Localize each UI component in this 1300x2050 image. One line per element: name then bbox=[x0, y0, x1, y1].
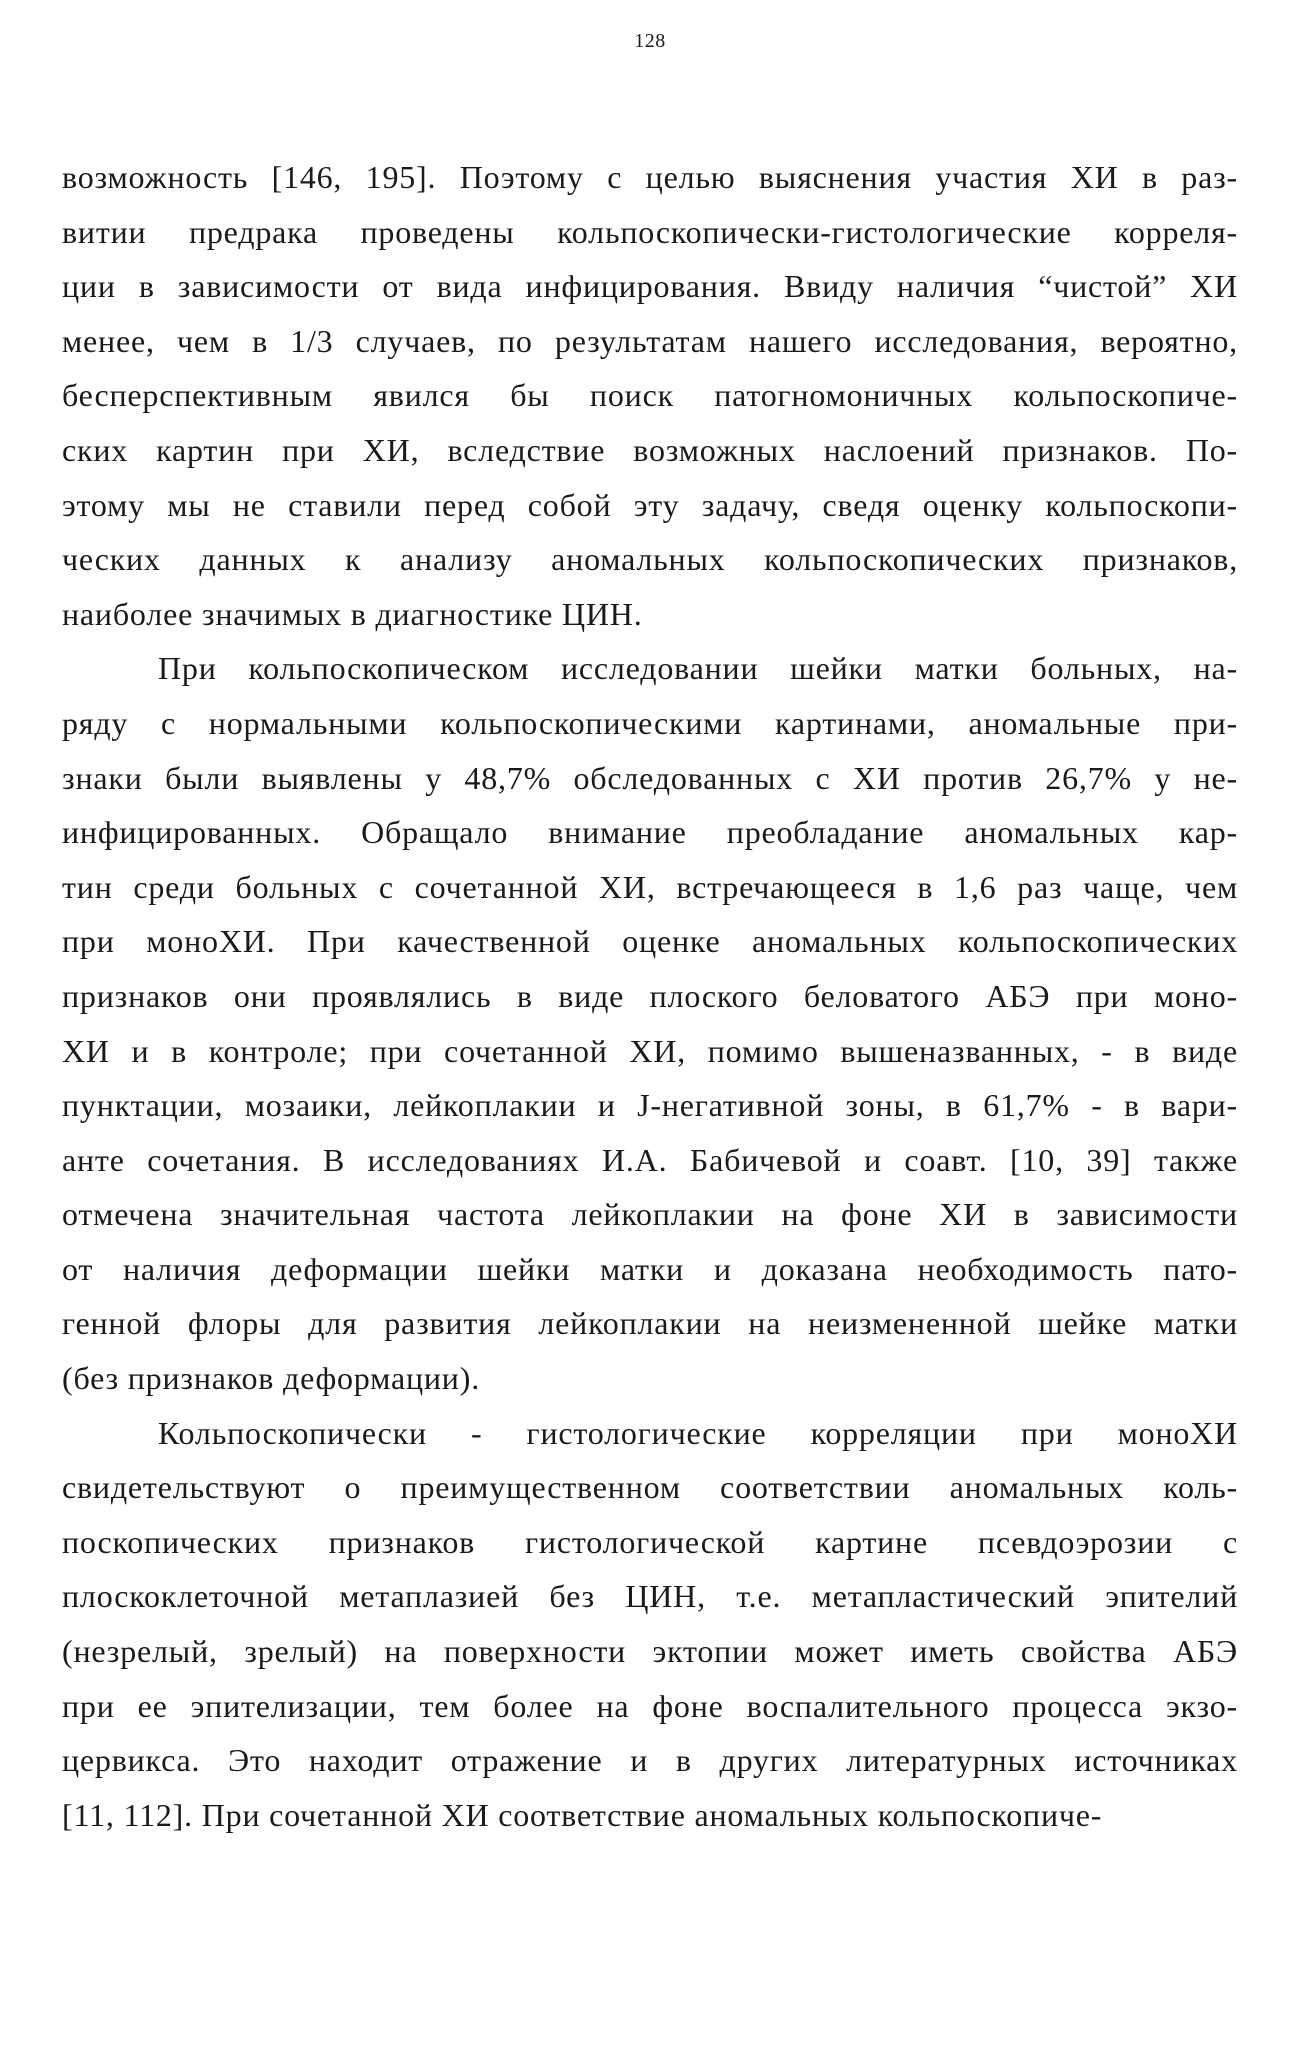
text-line: пунктации, мозаики, лейкоплакии и J-негативной зоны, в 61,7% - в вари- bbox=[62, 1087, 1238, 1124]
text-line: [11, 112]. При сочетанной ХИ соответствие аномальных кольпоскопиче- bbox=[62, 1796, 1103, 1833]
text-line: этому мы не ставили перед собой эту задачу, сведя оценку кольпоскопи- bbox=[62, 486, 1238, 523]
text-line: цервикса. Это находит отражение и в других литературных источниках bbox=[62, 1742, 1238, 1779]
text-line: инфицированных. Обращало внимание преобладание аномальных кар- bbox=[62, 814, 1238, 851]
text-line: менее, чем в 1/3 случаев, по результатам нашего исследования, вероятно, bbox=[62, 322, 1238, 359]
text-line: ских картин при ХИ, вследствие возможных наслоений признаков. По- bbox=[62, 431, 1238, 468]
paragraphs bbox=[62, 150, 1238, 1842]
text-line: при моноХИ. При качественной оценке аномальных кольпоскопических bbox=[62, 923, 1238, 960]
text-line: бесперспективным явился бы поиск патогномоничных кольпоскопиче- bbox=[62, 377, 1238, 414]
text-line: возможность [146, 195]. Поэтому с целью выяснения участия ХИ в раз- bbox=[62, 159, 1238, 195]
paragraph bbox=[62, 1406, 1238, 1843]
text-line: ции в зависимости от вида инфицирования. Ввиду наличия “чистой” ХИ bbox=[62, 268, 1238, 305]
text-line: ряду с нормальными кольпоскопическими картинами, аномальные при- bbox=[62, 704, 1238, 741]
text-line: анте сочетания. В исследованиях И.А. Бабичевой и соавт. [10, 39] также bbox=[62, 1141, 1238, 1178]
text-line: наиболее значимых в диагностике ЦИН. bbox=[62, 595, 643, 632]
text-line: генной флоры для развития лейкоплакии на неизмененной шейке матки bbox=[62, 1305, 1238, 1342]
text-line: отмечена значительная частота лейкоплакии на фоне ХИ в зависимости bbox=[62, 1196, 1238, 1233]
text-line: При кольпоскопическом исследовании шейки матки больных, на- bbox=[158, 650, 1238, 687]
text-line: Кольпоскопически - гистологические корреляции при моноХИ bbox=[158, 1414, 1238, 1451]
text-line: ческих данных к анализу аномальных кольпоскопических признаков, bbox=[62, 541, 1238, 578]
text-line: (незрелый, зрелый) на поверхности эктопии может иметь свойства АБЭ bbox=[62, 1633, 1238, 1670]
text-line: витии предрака проведены кольпоскопически-гистологические корреля- bbox=[62, 213, 1238, 250]
page-number: 128 bbox=[634, 30, 666, 52]
text-line: плоскоклеточной метаплазией без ЦИН, т.е. метапластический эпителий bbox=[62, 1578, 1238, 1615]
text-line: тин среди больных с сочетанной ХИ, встречающееся в 1,6 раз чаще, чем bbox=[62, 868, 1238, 905]
paragraph bbox=[62, 641, 1238, 1405]
text-line: знаки были выявлены у 48,7% обследованных с ХИ против 26,7% у не- bbox=[62, 759, 1238, 796]
document-body bbox=[62, 150, 1238, 1842]
text-line: поскопических признаков гистологической картине псевдоэрозии с bbox=[62, 1523, 1238, 1560]
text-line: при ее эпителизации, тем более на фоне воспалительного процесса экзо- bbox=[62, 1687, 1238, 1724]
text-line: от наличия деформации шейки матки и доказана необходимость пато- bbox=[62, 1250, 1238, 1287]
text-line: признаков они проявлялись в виде плоского беловатого АБЭ при моно- bbox=[62, 977, 1238, 1014]
text-line: свидетельствуют о преимущественном соответствии аномальных коль- bbox=[62, 1469, 1238, 1506]
text-line: (без признаков деформации). bbox=[62, 1360, 480, 1397]
text-line: ХИ и в контроле; при сочетанной ХИ, помимо вышеназванных, - в виде bbox=[62, 1032, 1238, 1069]
paragraph bbox=[62, 150, 1238, 641]
